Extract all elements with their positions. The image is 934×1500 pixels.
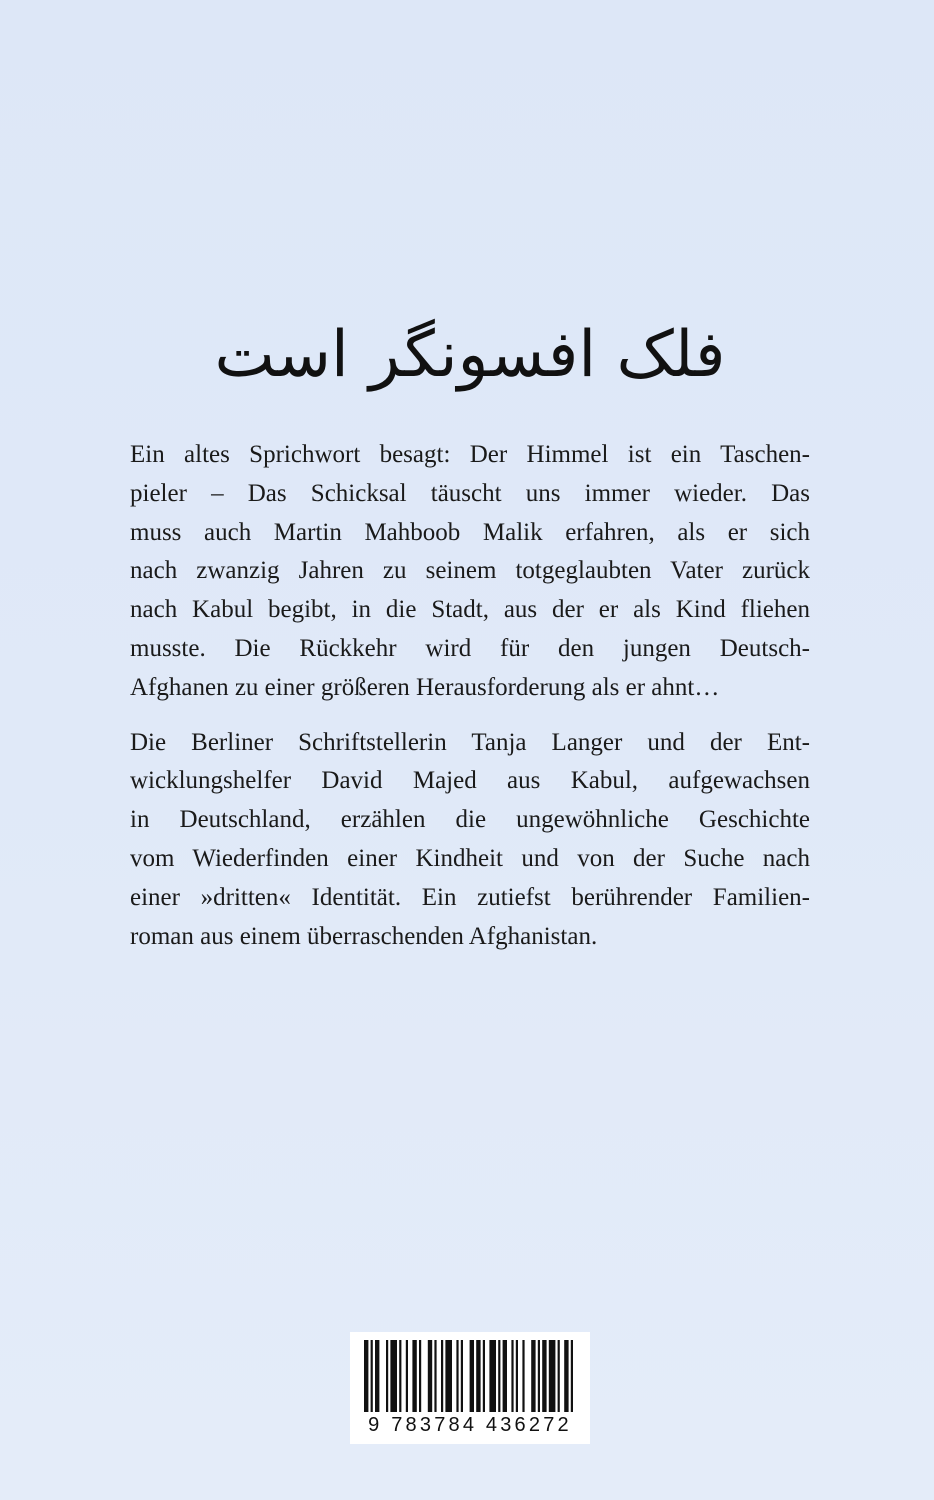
barcode-bar [516, 1340, 518, 1412]
barcode-bar [538, 1340, 540, 1412]
blurb-text [130, 436, 810, 956]
barcode-bar [428, 1340, 432, 1412]
barcode-bar [371, 1340, 373, 1412]
barcode-bar [476, 1340, 480, 1412]
barcode-bar [445, 1340, 452, 1412]
text-line: muss auch Martin Mahboob Malik erfahren, als er sich [130, 518, 810, 546]
barcode-bar [503, 1340, 507, 1412]
blurb-paragraph-2 [130, 724, 810, 957]
text-line: musste. Die Rückkehr wird für den jungen Deutsch- [130, 634, 810, 662]
text-line: nach Kabul begibt, in die Stadt, aus der er als Kind fliehen [130, 596, 810, 624]
text-line: vom Wiederfinden einer Kindheit und von der Suche nach [130, 844, 810, 872]
barcode-bar [571, 1340, 573, 1412]
barcode-bar [522, 1340, 524, 1412]
barcode-bars [364, 1340, 576, 1418]
barcode-bar [549, 1340, 556, 1412]
text-line: Afghanen zu einer größeren Herausforderung als er ahnt… [130, 673, 720, 701]
isbn-number: 9 783784 436272 [368, 1414, 572, 1436]
barcode-bar [419, 1340, 421, 1412]
barcode-bar [390, 1340, 397, 1412]
text-line: roman aus einem überraschenden Afghanistan. [130, 922, 598, 950]
barcode-bar [441, 1340, 443, 1412]
barcode-bar [364, 1340, 368, 1412]
text-line: nach zwanzig Jahren zu seinem totgeglaubten Vater zurück [130, 557, 810, 585]
barcode-bar [470, 1340, 474, 1412]
barcode-bar [375, 1340, 379, 1412]
text-line: einer »dritten« Identität. Ein zutiefst berührender Familien- [130, 883, 810, 911]
barcode-bar [456, 1340, 458, 1412]
text-line: in Deutschland, erzählen die ungewöhnliche Geschichte [130, 806, 810, 834]
barcode-bar [461, 1340, 463, 1412]
barcode-bar [558, 1340, 560, 1412]
barcode-bar [483, 1340, 485, 1412]
barcode-bar [564, 1340, 568, 1412]
text-line: Ein altes Sprichwort besagt: Der Himmel ist ein Taschen- [130, 441, 810, 468]
barcode-bar [434, 1340, 436, 1412]
text-line: pieler – Das Schicksal täuscht uns immer wieder. Das [130, 479, 810, 507]
barcode-bar [511, 1340, 513, 1412]
barcode-bar [406, 1340, 408, 1412]
barcode [350, 1332, 590, 1444]
barcode-bar [386, 1340, 388, 1412]
text-line: wicklungshelfer David Majed aus Kabul, aufgewachsen [130, 767, 810, 795]
blurb-paragraph-1 [130, 436, 810, 708]
barcode-bar [531, 1340, 535, 1412]
arabic-title: فلک افسونگر است [214, 318, 726, 392]
barcode-bar [542, 1340, 546, 1412]
barcode-bar [399, 1340, 401, 1412]
barcode-bar [498, 1340, 500, 1412]
text-line: Die Berliner Schriftstellerin Tanja Langer und der Ent- [130, 728, 810, 756]
barcode-bar [489, 1340, 496, 1412]
barcode-bar [412, 1340, 416, 1412]
